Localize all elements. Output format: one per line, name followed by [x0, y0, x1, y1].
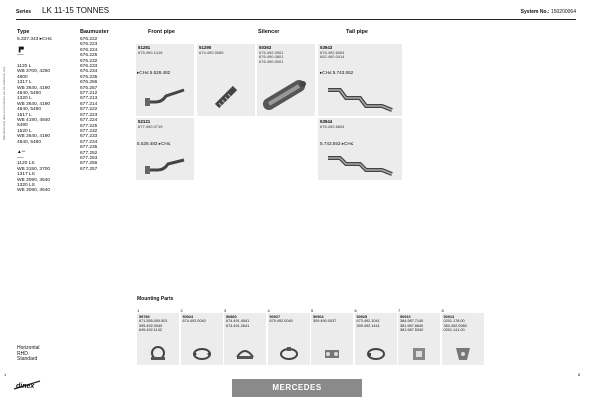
- side-disclaimer: Manufacturing data and numbers are for reference only: [2, 66, 6, 140]
- type-entry: ──: [17, 53, 24, 59]
- front-pipe-icon: [144, 156, 188, 176]
- baumuster-entry: 677.223: [80, 112, 98, 118]
- page-number-right: 8: [578, 372, 581, 377]
- part-sub: 675.490.1416: [138, 49, 163, 55]
- part-sub-2: 652.490.0414: [320, 54, 345, 60]
- baumuster-entry: 677.214: [80, 101, 98, 107]
- baumuster-entry: 676.235: [80, 74, 98, 80]
- part-number: 59789: [139, 315, 150, 319]
- oem-number: 671.555.000.501: [139, 319, 168, 324]
- part-number: 51281: [138, 45, 151, 50]
- part-sub-3: 676.490.0001: [259, 58, 284, 64]
- mounting-index: 6: [354, 308, 357, 313]
- type-entry: 4840, 5490: [17, 91, 42, 97]
- baumuster-entry: 676.232: [80, 58, 98, 64]
- front-pipe-header: Front pipe: [148, 29, 175, 35]
- part-53944[interactable]: [318, 118, 402, 180]
- oem-number: 675.492.0040: [269, 319, 293, 324]
- clamp-icon: [409, 345, 429, 363]
- baumuster-entry: 677.253: [80, 155, 98, 161]
- clamp-icon: [322, 345, 342, 363]
- oem-number: 674.492.0040: [182, 319, 206, 324]
- type-entry: WB 3700, 4250: [17, 69, 51, 75]
- part-number: 50924: [182, 315, 194, 319]
- type-entry: ▲═: [17, 150, 26, 156]
- orientation-info: [17, 346, 40, 363]
- baumuster-entry: 677.225: [80, 123, 98, 129]
- svg-text:dinex: dinex: [16, 383, 35, 390]
- type-entry: 4840, 5490: [17, 107, 42, 113]
- mounting-index: 1: [137, 308, 140, 313]
- ref-5743553: 5.743.553 ▸CH≤: [320, 141, 354, 146]
- part-53943[interactable]: [318, 44, 402, 116]
- baumuster-list: [80, 37, 108, 172]
- silencer-header: Silencer: [258, 29, 280, 35]
- ref-5528483: 5.528.483 ▸CH≤: [137, 141, 171, 146]
- mounting-index: 8: [441, 308, 444, 313]
- part-number: 50927: [269, 315, 281, 319]
- mounting-index: 5: [311, 308, 314, 313]
- drive-line: RHD: [17, 350, 28, 357]
- part-number: 53943: [320, 45, 333, 50]
- part-sub-1: 676.492.6004: [320, 49, 345, 55]
- baumuster-entry: 677.224: [80, 118, 98, 124]
- baumuster-entry: 677.232: [80, 128, 98, 134]
- tail-pipe-icon: [326, 152, 398, 178]
- part-number: 50910: [400, 315, 411, 319]
- type-entry: 1120 LS: [17, 161, 35, 167]
- part-sub-2: 676.490.0801: [259, 54, 284, 60]
- baumuster-entry: 676.257: [80, 85, 98, 91]
- type-entry: 1120 L: [17, 64, 32, 69]
- mounting-part-50927[interactable]: [268, 313, 310, 365]
- baumuster-entry: 676.233: [80, 64, 98, 70]
- baumuster-entry: 676.222: [80, 37, 98, 42]
- baumuster-entry: 677.234: [80, 139, 98, 145]
- type-entry: 4840, 5490: [17, 139, 42, 145]
- header: [16, 6, 576, 18]
- part-number: 50904: [313, 315, 324, 319]
- type-entry: WB 3150, 3700: [17, 166, 51, 172]
- type-entry: 1317 LS: [17, 172, 35, 178]
- type-list: [17, 37, 77, 194]
- baumuster-entry: 677.233: [80, 134, 98, 140]
- oem-number: 645.492.1142: [139, 328, 162, 333]
- type-entry: 1517 L: [17, 112, 32, 118]
- silencer-icon: [263, 78, 309, 112]
- brand-banner: MERCEDES: [232, 379, 362, 397]
- baumuster-entry: 676.256: [80, 80, 98, 86]
- oem-number: 674.491.2641: [226, 323, 250, 328]
- oem-number: 0201.141.00: [443, 328, 465, 333]
- baumuster-column-header: Baumuster: [80, 29, 109, 35]
- baumuster-entry: 677.257: [80, 166, 98, 172]
- clamp-icon: [192, 345, 212, 363]
- type-entry: WB 3640, 4190: [17, 101, 51, 107]
- system-value: 150200064: [550, 9, 576, 15]
- clamp-icon: [279, 345, 299, 363]
- type-entry: WB 3090, 3640: [17, 188, 51, 194]
- orientation-line: Horizontal: [17, 345, 40, 351]
- standard-line: Standard: [17, 356, 38, 363]
- baumuster-entry: 677.256: [80, 161, 98, 167]
- type-column-header: Type: [17, 29, 30, 35]
- oem-number: 381.987.8840: [400, 323, 424, 328]
- part-number: 51290: [199, 45, 212, 50]
- mounting-index: 2: [180, 308, 183, 313]
- clamp-icon: [235, 345, 255, 363]
- oem-number: 381.987.5340: [400, 328, 424, 333]
- type-entry: ──: [17, 155, 24, 161]
- baumuster-entry: 677.213: [80, 96, 98, 102]
- part-52121[interactable]: [136, 118, 194, 180]
- series-label: Series: [16, 9, 32, 15]
- type-entry: 1320 L: [17, 96, 32, 102]
- type-entry: WB 3640, 4190: [17, 85, 51, 91]
- mounting-index: 7: [398, 308, 401, 313]
- type-entry: 1317 L: [17, 80, 32, 86]
- part-sub: 677.490.0719: [138, 123, 163, 129]
- baumuster-entry: 676.234: [80, 69, 98, 75]
- oem-number: 0201.178.00: [443, 319, 465, 324]
- part-number: 50925: [356, 315, 368, 319]
- part-number: 52121: [138, 119, 151, 124]
- clamp-icon: [366, 345, 386, 363]
- baumuster-entry: 677.222: [80, 107, 98, 113]
- baumuster-entry: 676.224: [80, 47, 98, 53]
- mounting-part-50910[interactable]: [398, 313, 440, 365]
- system-label: System No.:: [520, 9, 550, 15]
- tail-pipe-icon: [326, 84, 398, 114]
- front-pipe-icon: [144, 86, 188, 108]
- part-number: 50860: [226, 315, 237, 319]
- tail-pipe-header: Tail pipe: [346, 29, 368, 35]
- type-entry: WB 3090, 3640: [17, 177, 51, 183]
- baumuster-entry: 677.252: [80, 150, 98, 156]
- part-50363[interactable]: [257, 44, 315, 116]
- oem-number: 309.490.0037: [313, 319, 337, 324]
- baumuster-entry: 677.212: [80, 91, 98, 97]
- clamp-icon: [453, 345, 473, 363]
- mounting-part-50913[interactable]: [442, 313, 484, 365]
- oem-number: 309.492.1441: [356, 323, 380, 328]
- page-number-left: 1: [4, 372, 7, 377]
- page-title: LK 11-15 TONNES: [42, 6, 110, 15]
- oem-number: 384.987.7140: [400, 319, 424, 324]
- type-entry: 1520 L: [17, 128, 32, 134]
- part-number: 50363: [259, 45, 272, 50]
- baumuster-entry: 677.235: [80, 145, 98, 151]
- header-divider: [16, 19, 576, 20]
- baumuster-entry: 676.223: [80, 42, 98, 48]
- part-sub: 674.490.0065: [199, 49, 224, 55]
- mounting-index: 4: [267, 308, 270, 313]
- mounting-part-50924[interactable]: [181, 313, 223, 365]
- part-sub-1: 676.492.0501: [259, 49, 284, 55]
- oem-number: 395.492.0040: [139, 323, 163, 328]
- oem-number: 350.492.0080: [443, 323, 467, 328]
- mounting-part-50904[interactable]: [311, 313, 353, 365]
- baumuster-entry: 676.225: [80, 53, 98, 59]
- type-entry: WB 3640, 4190: [17, 134, 51, 140]
- clamp-icon: [148, 345, 168, 363]
- part-51290[interactable]: [197, 44, 255, 116]
- flex-pipe-icon: [213, 84, 241, 110]
- mounting-part-59789[interactable]: [137, 313, 179, 365]
- mounting-index: 3: [224, 308, 227, 313]
- mounting-part-50925[interactable]: [355, 313, 397, 365]
- part-51281[interactable]: [136, 44, 194, 116]
- system-number: [521, 9, 576, 15]
- ref-5528482: ▸CH≤ 5.528.482: [137, 70, 171, 75]
- mounting-parts-header: Mounting Parts: [137, 296, 174, 302]
- type-entry: ▐▀: [17, 47, 24, 53]
- part-number: 53944: [320, 119, 333, 124]
- part-sub: 676.492.6804: [320, 123, 345, 129]
- ref-5743552: ▸CH≤ 5.743.552: [320, 70, 354, 75]
- part-number: 50913: [443, 315, 455, 319]
- type-entry: 5.337.343 ▸CH≤: [17, 37, 52, 42]
- dinex-logo: [12, 378, 42, 392]
- oem-number: 674.491.4541: [226, 319, 250, 324]
- type-entry: 1320 LS: [17, 182, 35, 188]
- type-entry: 4800: [17, 74, 28, 80]
- mounting-part-50860[interactable]: [224, 313, 266, 365]
- type-entry: 5490: [17, 123, 28, 129]
- oem-number: 673.492.1041: [356, 319, 380, 324]
- type-entry: WB 4190, 4840: [17, 118, 51, 124]
